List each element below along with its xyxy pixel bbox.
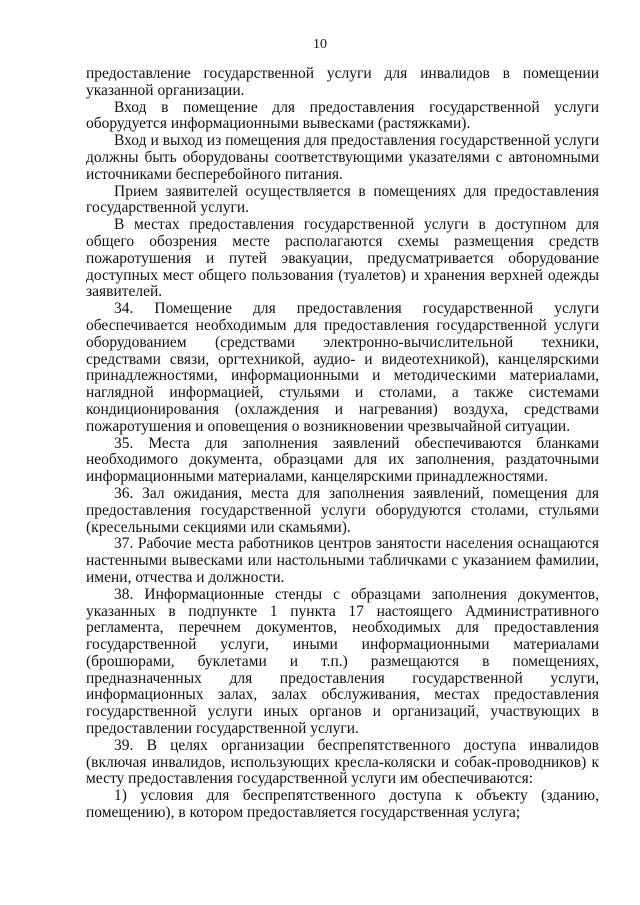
paragraph: предоставление государственной услуги для инвалидов в помещении указанной организации. bbox=[86, 65, 599, 99]
paragraph: Прием заявителей осуществляется в помещениях для предоставления государственной услуги. bbox=[86, 182, 599, 217]
paragraph-item-38: 38. Информационные стенды с образцами заполнения документов, указанных в подпункте 1 пункта 17 настоящего Административного регламента, перечнем документов, необходимых для предоставления государственной услуги, иными информационными материалами (брошюрами, буклетами и т.п.) размещаются в помещениях, предназначенных для предоставления государственной услуги, информационных залах, залах обслуживания, местах предоставления государственной услуги иных органов и организаций, участвующих в предоставлении государственной услуги. bbox=[86, 585, 599, 738]
paragraph: Вход в помещение для предоставления государственной услуги оборудуется информационными вывесками (растяжками). bbox=[86, 98, 599, 133]
page-number: 10 bbox=[313, 37, 327, 52]
paragraph-subitem-1: 1) условия для беспрепятственного доступа к объекту (зданию, помещению), в котором предоставляется государственная услуга; bbox=[86, 787, 599, 822]
paragraph-item-34: 34. Помещение для предоставления государственной услуги обеспечивается необходимым для предоставления государственной услуги оборудованием (средствами электронно-вычислительной техники, средствами связи, оргтехникой, аудио- и видеотехникой), канцелярскими принадлежностями, информационными и методическими материалами, наглядной информацией, стульями и столами, а также системами кондиционирования (охлаждения и нагревания) воздуха, средствами пожаротушения и оповещения о возникновении чрезвычайной ситуации. bbox=[86, 300, 599, 435]
paragraph: В местах предоставления государственной услуги в доступном для общего обозрения месте располагаются схемы размещения средств пожаротушения и путей эвакуации, предусматривается оборудование доступных мест общего пользования (туалетов) и хранения верхней одежды заявителей. bbox=[86, 216, 599, 301]
document-body bbox=[86, 66, 599, 822]
paragraph-item-36: 36. Зал ожидания, места для заполнения заявлений, помещения для предоставления государственной услуги оборудуются столами, стульями (кресельными секциями или скамьями). bbox=[86, 484, 599, 536]
paragraph-item-37: 37. Рабочие места работников центров занятости населения оснащаются настенными вывесками или настольными табличками с указанием фамилии, имени, отчества и должности. bbox=[86, 535, 599, 586]
paragraph: Вход и выход из помещения для предоставления государственной услуги должны быть оборудованы соответствующими указателями с автономными источниками бесперебойного питания. bbox=[86, 132, 599, 183]
paragraph-item-39: 39. В целях организации беспрепятственного доступа инвалидов (включая инвалидов, использующих кресла-коляски и собак-проводников) к месту предоставления государственной услуги им обеспечиваются: bbox=[86, 736, 599, 788]
paragraph-item-35: 35. Места для заполнения заявлений обеспечиваются бланками необходимого документа, образцами для их заполнения, раздаточными информационными материалами, канцелярскими принадлежностями. bbox=[86, 434, 599, 486]
